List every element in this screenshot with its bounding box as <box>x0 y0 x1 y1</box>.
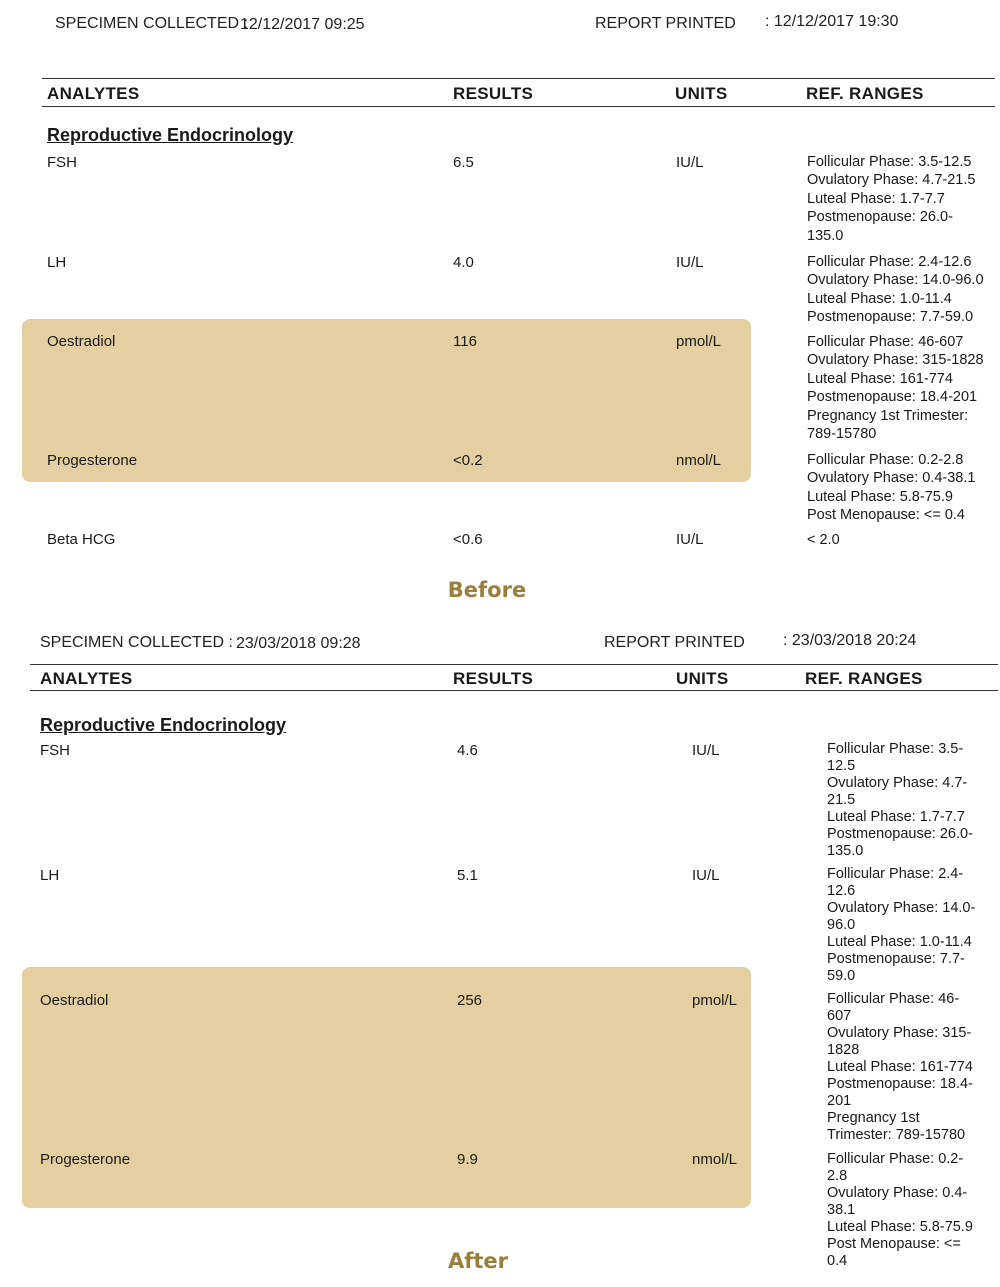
col-results: RESULTS <box>453 84 534 103</box>
analyte-name: Oestradiol <box>47 333 116 350</box>
analyte-name: FSH <box>40 742 70 759</box>
col-units: UNITS <box>675 84 728 103</box>
ref-range: Follicular Phase: 2.4- 12.6 Ovulatory Phase: 14.0- 96.0 Luteal Phase: 1.0-11.4 Postmenopause: 7.7- 59.0 <box>827 866 976 984</box>
before-caption: Before <box>447 578 527 602</box>
result-value: 9.9 <box>457 1151 478 1168</box>
ref-range: Follicular Phase: 46-607 Ovulatory Phase: 315-1828 Luteal Phase: 161-774 Postmenopause: 18.4-201 Pregnancy 1st Trimester: 789-15780 <box>807 334 984 443</box>
analyte-name: Progesterone <box>40 1151 131 1168</box>
ref-range: Follicular Phase: 0.2-2.8 Ovulatory Phase: 0.4-38.1 Luteal Phase: 5.8-75.9 Post Menopause: <= 0.4 <box>807 452 976 524</box>
col-analytes: ANALYTES <box>47 84 140 103</box>
unit: IU/L <box>676 254 704 271</box>
specimen-collected-label: SPECIMEN COLLECTED : <box>55 15 248 32</box>
section-title: Reproductive Endocrinology <box>40 715 287 735</box>
header-bottom-rule <box>42 106 995 107</box>
ref-range: Follicular Phase: 3.5-12.5 Ovulatory Phase: 4.7-21.5 Luteal Phase: 1.7-7.7 Postmenopause: 26.0- 135.0 <box>807 154 976 244</box>
ref-range: Follicular Phase: 0.2- 2.8 Ovulatory Phase: 0.4- 38.1 Luteal Phase: 5.8-75.9 Post Menopause: <= 0.4 <box>827 1151 973 1269</box>
col-units: UNITS <box>676 669 729 688</box>
report-printed-value: : 12/12/2017 19:30 <box>765 13 899 30</box>
unit: pmol/L <box>692 992 738 1009</box>
ref-range: Follicular Phase: 3.5- 12.5 Ovulatory Phase: 4.7- 21.5 Luteal Phase: 1.7-7.7 Postmenopause: 26.0- 135.0 <box>827 741 973 859</box>
analyte-name: Progesterone <box>47 452 138 469</box>
result-value: 5.1 <box>457 867 478 884</box>
unit: IU/L <box>676 154 704 171</box>
report-printed-value: : 23/03/2018 20:24 <box>783 632 917 649</box>
ref-range: Follicular Phase: 46- 607 Ovulatory Phase: 315- 1828 Luteal Phase: 161-774 Postmenopause: 18.4- 201 Pregnancy 1st Trimester: 789-15780 <box>827 991 973 1143</box>
analyte-name: LH <box>47 254 67 271</box>
result-value: <0.6 <box>453 531 483 548</box>
unit: nmol/L <box>676 452 722 469</box>
analyte-name: Oestradiol <box>40 992 109 1009</box>
unit: nmol/L <box>692 1151 738 1168</box>
report-printed-label: REPORT PRINTED <box>604 634 745 651</box>
specimen-collected-label: SPECIMEN COLLECTED : <box>40 634 233 651</box>
unit: IU/L <box>676 531 704 548</box>
section-title: Reproductive Endocrinology <box>47 125 294 145</box>
result-value: 6.5 <box>453 154 474 171</box>
unit: pmol/L <box>676 333 722 350</box>
unit: IU/L <box>692 742 720 759</box>
highlight-box <box>22 967 751 1208</box>
analyte-name: LH <box>40 867 60 884</box>
ref-range: < 2.0 <box>807 532 840 548</box>
specimen-collected-value: 23/03/2018 09:28 <box>236 635 361 652</box>
result-value: 4.6 <box>457 742 478 759</box>
ref-range: Follicular Phase: 2.4-12.6 Ovulatory Phase: 14.0-96.0 Luteal Phase: 1.0-11.4 Postmenopause: 7.7-59.0 <box>807 254 984 326</box>
report-printed-label: REPORT PRINTED <box>595 15 736 32</box>
result-value: 256 <box>457 992 483 1009</box>
header-top-rule <box>30 664 998 665</box>
header-top-rule <box>42 78 995 79</box>
col-ref-ranges: REF. RANGES <box>806 84 924 103</box>
specimen-collected-value: 12/12/2017 09:25 <box>240 16 365 33</box>
header-bottom-rule <box>30 690 998 691</box>
unit: IU/L <box>692 867 720 884</box>
col-results: RESULTS <box>453 669 534 688</box>
result-value: 4.0 <box>453 254 474 271</box>
after-caption: After <box>447 1249 509 1273</box>
result-value: <0.2 <box>453 452 483 469</box>
result-value: 116 <box>453 333 477 350</box>
analyte-name: FSH <box>47 154 77 171</box>
analyte-name: Beta HCG <box>47 531 116 548</box>
col-ref-ranges: REF. RANGES <box>805 669 923 688</box>
col-analytes: ANALYTES <box>40 669 133 688</box>
